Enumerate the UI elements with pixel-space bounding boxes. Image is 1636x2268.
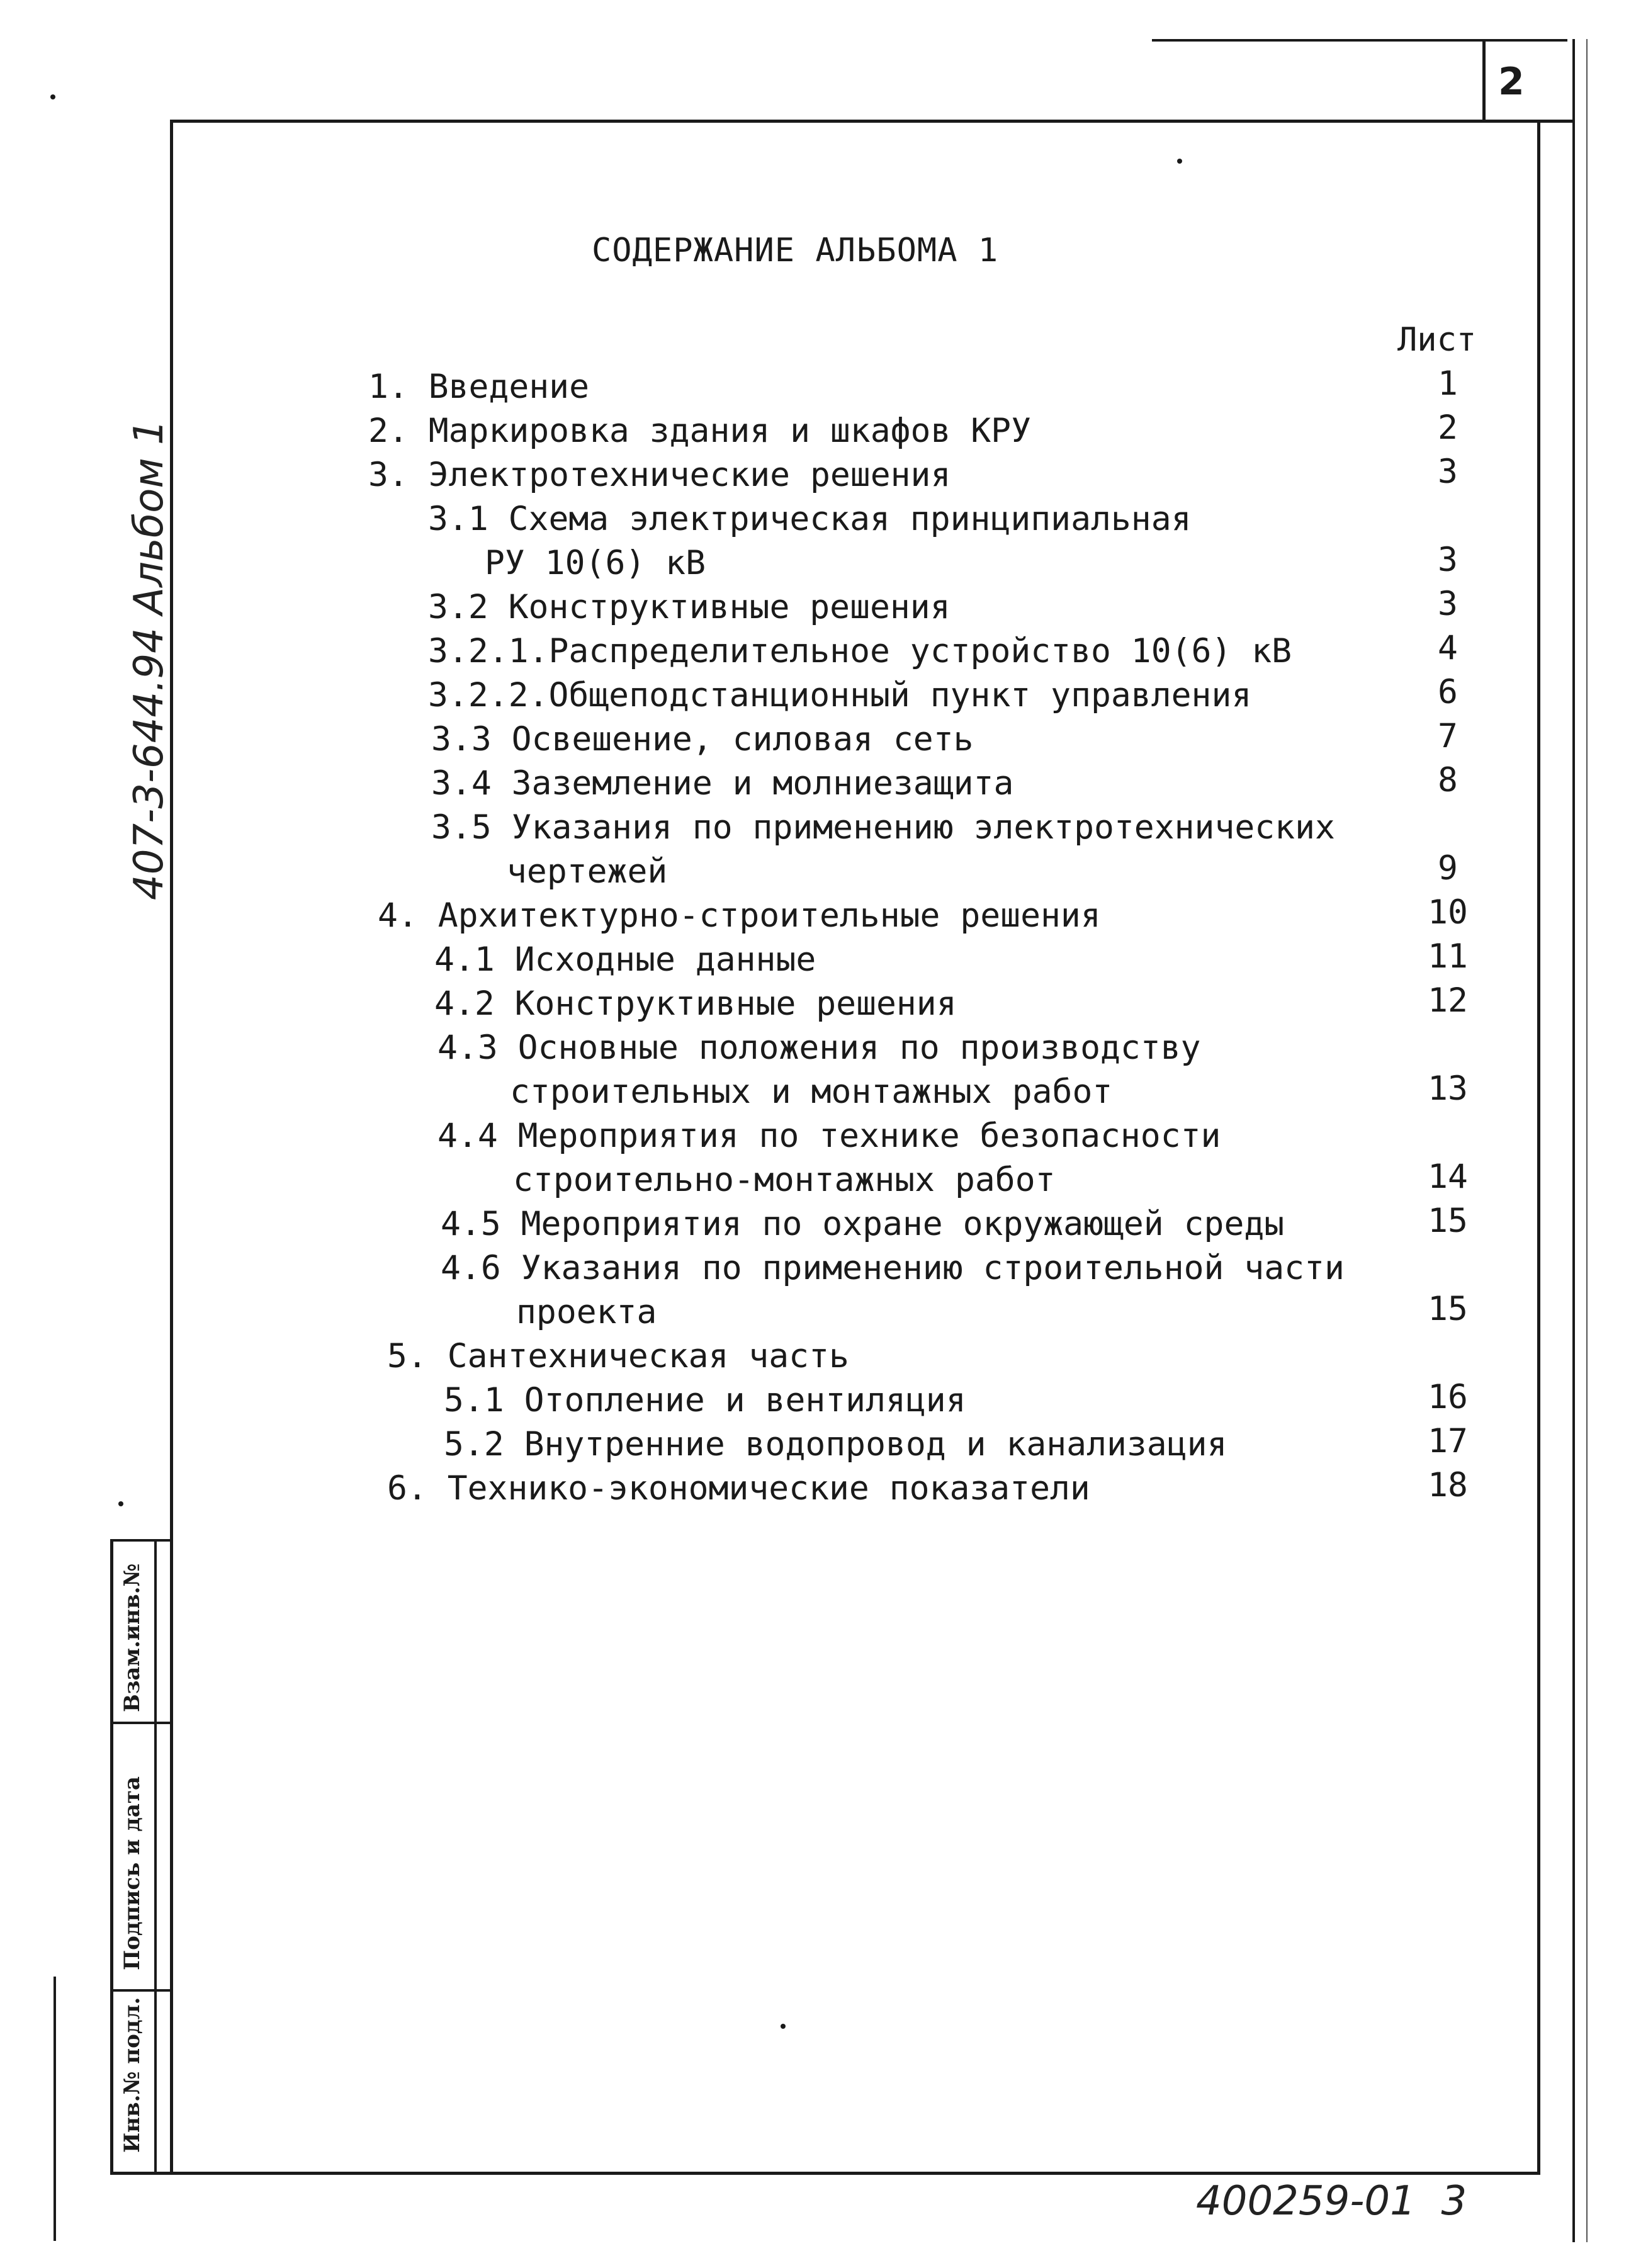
toc-page: 16 [1428, 1378, 1468, 1416]
toc-page: 15 [1428, 1290, 1468, 1328]
toc-page: 2 [1438, 409, 1458, 447]
toc-page: 1 [1438, 364, 1458, 403]
toc-page: 3 [1438, 585, 1458, 623]
toc-page: 14 [1428, 1158, 1468, 1196]
stamp-left [110, 1539, 113, 2175]
left-edge-mark [54, 1977, 56, 2241]
stamp-label-podpis: Подпись и дата [120, 1776, 145, 1970]
toc-entry: 3.2.1.Распределительное устройство 10(6) кВ [428, 632, 1292, 670]
stamp-mid [154, 1539, 157, 2175]
toc-entry: 4.5 Мероприятия по охране окружающей среды [441, 1205, 1285, 1243]
frame-outer-right [1572, 39, 1575, 2242]
toc-entry: строительно-монтажных работ [513, 1161, 1056, 1199]
toc-entry: 1. Введение [368, 368, 589, 406]
toc-entry: 2. Маркировка здания и шкафов КРУ [368, 412, 1031, 450]
toc-page: 6 [1438, 673, 1458, 711]
toc-entry: проекта [516, 1293, 657, 1331]
toc-page: 18 [1428, 1466, 1468, 1504]
stamp-div-1 [110, 1722, 173, 1724]
stamp-label-vzam: Взам.инв.№ [120, 1563, 145, 1712]
toc-entry: 4.3 Основные положения по производству [437, 1029, 1201, 1067]
toc-entry: 3.1 Схема электрическая принципиальная [428, 500, 1192, 538]
toc-entry: 3.4 Заземление и молниезащита [431, 764, 1014, 803]
toc-page: 17 [1428, 1422, 1468, 1460]
stamp-div-2 [110, 1989, 173, 1992]
toc-entry: 6. Технико-экономические показатели [387, 1469, 1090, 1508]
toc-entry: 3.2 Конструктивные решения [428, 588, 951, 626]
toc-page: 7 [1438, 717, 1458, 755]
scan-dot [50, 94, 55, 99]
toc-entry: 3.5 Указания по применению электротехнических [431, 808, 1335, 847]
column-header-sheet: Лист [1397, 321, 1477, 359]
toc-page: 3 [1438, 541, 1458, 579]
toc-entry: 4. Архитектурно-строительные решения [378, 896, 1101, 935]
bottom-document-code: 400259-01 3 [1196, 2178, 1467, 2225]
frame-bottom [110, 2172, 1540, 2175]
toc-entry: 5. Сантехническая часть [387, 1337, 849, 1375]
stamp-top [110, 1539, 173, 1542]
toc-entry: 5.1 Отопление и вентиляция [444, 1381, 966, 1419]
scan-dot [1177, 159, 1182, 164]
toc-entry: 3. Электротехнические решения [368, 456, 951, 494]
toc-entry: 4.2 Конструктивные решения [434, 984, 957, 1023]
toc-entry: 4.6 Указания по применению строительной части [441, 1249, 1345, 1287]
frame-top [170, 120, 1574, 123]
toc-page: 10 [1428, 893, 1468, 932]
toc-entry: 3.3 Освешение, силовая сеть [431, 720, 974, 759]
scan-dot [118, 1501, 123, 1506]
toc-page: 13 [1428, 1069, 1468, 1108]
toc-page: 4 [1438, 629, 1458, 667]
toc-entry: РУ 10(6) кВ [485, 544, 706, 582]
frame-outer-right-2 [1586, 39, 1588, 2242]
stamp-label-inv: Инв.№ подл. [120, 1997, 145, 2153]
toc-entry: строительных и монтажных работ [510, 1073, 1113, 1111]
document-title: СОДЕРЖАНИЕ АЛЬБОМА 1 [592, 232, 999, 269]
toc-page: 3 [1438, 453, 1458, 491]
sheet-box-left [1482, 39, 1486, 123]
toc-page: 12 [1428, 981, 1468, 1020]
sheet-number: 2 [1498, 60, 1525, 104]
toc-page: 9 [1438, 849, 1458, 888]
toc-entry: 3.2.2.Общеподстанционный пункт управления [428, 676, 1252, 714]
frame-top-short [1152, 39, 1567, 42]
toc-page: 15 [1428, 1202, 1468, 1240]
toc-entry: чертежей [507, 852, 668, 891]
toc-entry: 5.2 Внутренние водопровод и канализация [444, 1425, 1227, 1464]
margin-note: 407-3-644.94 Альбом 1 [126, 419, 172, 900]
toc-entry: 4.4 Мероприятия по технике безопасности [437, 1117, 1221, 1155]
frame-right [1537, 120, 1540, 2175]
toc-entry: 4.1 Исходные данные [434, 940, 816, 979]
scan-dot [781, 2024, 786, 2029]
toc-page: 11 [1428, 937, 1468, 976]
toc-page: 8 [1438, 761, 1458, 799]
